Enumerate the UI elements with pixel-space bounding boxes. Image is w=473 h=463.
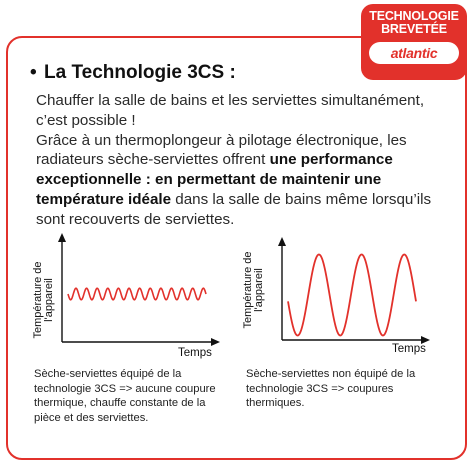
chart-right-ylabel	[243, 240, 265, 340]
section-heading	[30, 62, 236, 84]
chart-left-ylabel-line1: Température de	[32, 261, 44, 339]
chart-left-xlabel: Temps	[178, 347, 212, 359]
badge-line-1: TECHNOLOGIE	[369, 9, 459, 23]
atlantic-logo: atlantic	[369, 42, 459, 64]
section-title: La Technologie 3CS :	[44, 62, 236, 83]
chart-left-ylabel-line2: l'appareil	[43, 278, 55, 322]
paragraph-bold-text: une performance exceptionnelle : en permettant de maintenir une température idéale	[36, 151, 393, 208]
paragraph-text-end: dans la salle de bains même lorsqu’ils sont recouverts de serviettes.	[36, 190, 432, 228]
paragraph-text-start: Grâce à un thermoplongeur à pilotage électronique, les radiateurs sèche-serviettes offrent	[36, 131, 407, 169]
chart-left-svg	[48, 236, 218, 356]
chart-left-caption: Sèche-serviettes équipé de la technologie 3CS => aucune coupure thermique, chauffe constante de la pièce et des serviettes.	[34, 368, 216, 424]
badge-line-2: BREVETÉE	[381, 22, 447, 36]
bullet-icon: •	[30, 62, 37, 83]
chart-left	[48, 236, 218, 356]
chart-right-xlabel: Temps	[392, 343, 426, 355]
chart-left-series-line	[68, 288, 206, 300]
description-paragraph	[36, 91, 456, 230]
chart-right-ylabel-line1: Température de	[242, 251, 254, 329]
chart-right-ylabel-line2: l'appareil	[253, 268, 265, 312]
chart-right	[268, 240, 432, 352]
chart-right-series-line	[288, 255, 416, 336]
chart-left-ylabel	[33, 250, 55, 350]
chart-right-svg	[268, 240, 432, 352]
paragraph-intro: Chauffer la salle de bains et les serviettes simultanément, c’est possible !	[36, 92, 425, 129]
chart-right-caption: Sèche-serviettes non équipé de la technologie 3CS => coupures thermiques.	[246, 368, 416, 410]
patented-technology-badge	[361, 4, 467, 80]
